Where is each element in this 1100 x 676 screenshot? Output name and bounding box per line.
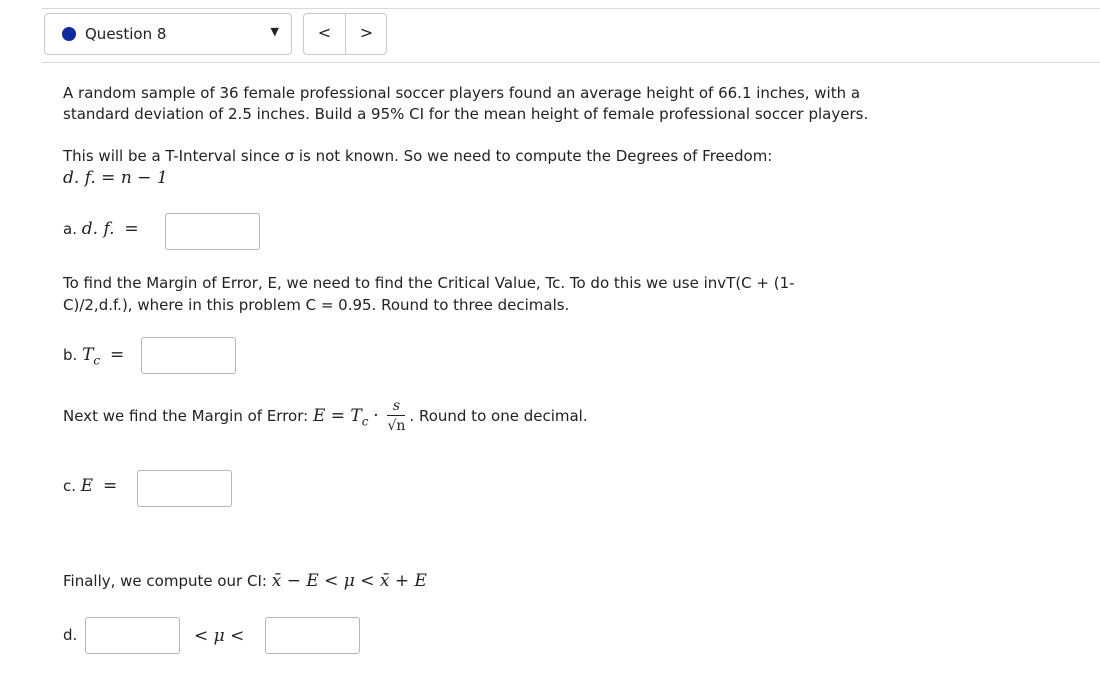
- moe-dot: ·: [373, 406, 379, 426]
- moe-formula-suffix: . Round to one decimal.: [409, 407, 588, 425]
- part-c-row: [63, 476, 122, 496]
- part-a-math: d. f.: [81, 219, 115, 239]
- fraction-denominator: √n: [387, 418, 406, 434]
- s-over-root-n-fraction: [387, 397, 405, 436]
- problem-line-1: A random sample of 36 female professional soccer players found an average height of 66.1 inches, with a: [63, 84, 861, 102]
- part-b-row: [63, 345, 129, 367]
- question-nav: [303, 13, 387, 55]
- part-b-math: [82, 345, 101, 368]
- part-b-equals: =: [109, 345, 125, 365]
- moe-intro-line-2: C)/2,d.f.), where in this problem C = 0.95. Round to three decimals.: [63, 296, 570, 314]
- problem-line-2: standard deviation of 2.5 inches. Build a 95% CI for the mean height of female professional soccer players.: [63, 105, 869, 123]
- tc-subscript: c: [93, 353, 101, 368]
- next-question-button[interactable]: >: [359, 23, 374, 42]
- part-a-equals: =: [124, 219, 139, 239]
- part-c-equals: =: [103, 476, 118, 496]
- top-divider: [42, 8, 1100, 9]
- question-select[interactable]: [44, 13, 292, 55]
- caret-down-icon: ▼: [270, 25, 279, 38]
- tc-symbol: T: [82, 345, 94, 365]
- moe-formula-lhs: [312, 406, 369, 429]
- ci-mu-inequality: < μ <: [194, 626, 245, 646]
- part-c-label: c.: [63, 477, 77, 495]
- ci-intro-row: [63, 571, 427, 591]
- ci-lower-input[interactable]: [85, 617, 180, 654]
- ci-upper-input[interactable]: [265, 617, 360, 654]
- status-dot-icon: [62, 27, 76, 41]
- question-label: Question 8: [85, 25, 167, 43]
- moe-formula-row: [63, 397, 588, 436]
- df-intro: This will be a T-Interval since σ is not known. So we need to compute the Degrees of Freedom:: [63, 147, 773, 165]
- part-d-label: d.: [63, 626, 78, 644]
- part-b-label: b.: [63, 346, 78, 364]
- moe-lhs-subscript: c: [361, 414, 369, 429]
- e-answer-input[interactable]: [137, 470, 232, 507]
- df-answer-input[interactable]: [165, 213, 260, 250]
- part-a-row: [63, 219, 144, 239]
- moe-lhs: E = T: [312, 406, 362, 426]
- moe-formula-prefix: Next we find the Margin of Error:: [63, 407, 313, 425]
- part-a-label: a.: [63, 220, 77, 238]
- df-formula: d. f. = n − 1: [63, 168, 168, 188]
- tc-answer-input[interactable]: [141, 337, 236, 374]
- ci-intro-prefix: Finally, we compute our CI:: [63, 572, 272, 590]
- header-divider: [42, 62, 1100, 63]
- moe-intro-line-1: To find the Margin of Error, E, we need to find the Critical Value, Tc. To do this we use invT(C + (1-: [63, 274, 795, 292]
- part-c-math: E: [80, 476, 94, 496]
- fraction-numerator: s: [387, 397, 405, 416]
- ci-formula: x̄ − E < μ < x̄ + E: [271, 571, 427, 591]
- prev-question-button[interactable]: <: [304, 14, 346, 54]
